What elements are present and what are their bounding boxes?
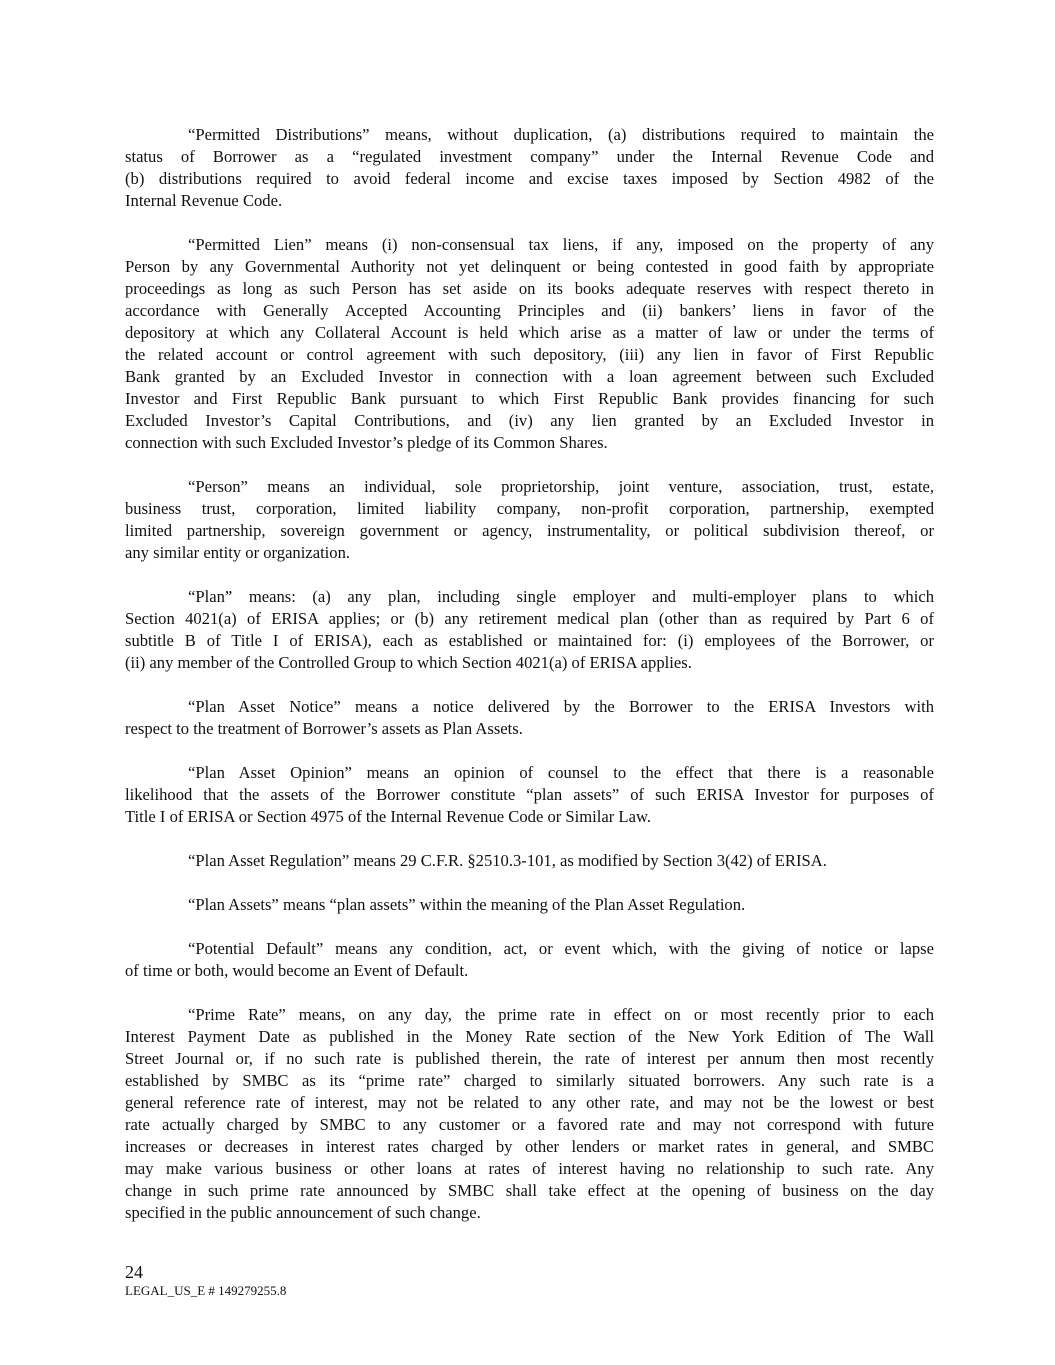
text-line: subtitle B of Title I of ERISA), each as established or maintained for: (i) employees of the Borrower, or [125, 631, 934, 650]
text-line: Street Journal or, if no such rate is published therein, the rate of interest per annum then most recently [125, 1049, 934, 1068]
text-line: Section 4021(a) of ERISA applies; or (b) any retirement medical plan (other than as required by Part 6 of [125, 609, 934, 628]
text-line: Bank granted by an Excluded Investor in connection with a loan agreement between such Excluded [125, 367, 934, 386]
text-line: rate actually charged by SMBC to any customer or a favored rate and may not correspond with future [125, 1115, 934, 1134]
text-line: general reference rate of interest, may not be related to any other rate, and may not be the lowest or best [125, 1093, 934, 1112]
text-line: Excluded Investor’s Capital Contributions, and (iv) any lien granted by an Excluded Investor in [125, 411, 934, 430]
text-line: “Potential Default” means any condition, act, or event which, with the giving of notice or lapse [188, 939, 934, 958]
text-line: Internal Revenue Code. [125, 191, 283, 210]
text-line: connection with such Excluded Investor’s pledge of its Common Shares. [125, 433, 608, 452]
definition-paragraph [125, 938, 934, 982]
text-line: of time or both, would become an Event of Default. [125, 961, 469, 980]
text-line: proceedings as long as such Person has set aside on its books adequate reserves with respect thereto in [125, 279, 934, 298]
text-line: may make various business or other loans at rates of interest having no relationship to such rate. Any [125, 1159, 934, 1178]
document-id: LEGAL_US_E # 149279255.8 [125, 1283, 287, 1298]
definition-paragraph [125, 124, 934, 212]
definition-paragraph [125, 894, 934, 916]
text-line: (b) distributions required to avoid federal income and excise taxes imposed by Section 4982 of the [125, 169, 934, 188]
text-line: change in such prime rate announced by SMBC shall take effect at the opening of business on the day [125, 1181, 934, 1200]
text-line: established by SMBC as its “prime rate” charged to similarly situated borrowers. Any such rate is a [125, 1071, 934, 1090]
text-line: “Plan Asset Regulation” means 29 C.F.R. §2510.3-101, as modified by Section 3(42) of ERISA. [188, 851, 827, 870]
text-line: Investor and First Republic Bank pursuant to which First Republic Bank provides financing for such [125, 389, 934, 408]
text-line: limited partnership, sovereign government or agency, instrumentality, or political subdivision thereof, or [125, 521, 934, 540]
text-line: “Plan” means: (a) any plan, including single employer and multi-employer plans to which [188, 587, 934, 606]
text-line: any similar entity or organization. [125, 543, 351, 562]
text-line: “Person” means an individual, sole proprietorship, joint venture, association, trust, estate, [188, 477, 934, 496]
text-line: Interest Payment Date as published in the Money Rate section of the New York Edition of The Wall [125, 1027, 934, 1046]
definition-paragraph [125, 762, 934, 828]
definition-paragraph [125, 850, 934, 872]
text-line: likelihood that the assets of the Borrower constitute “plan assets” of such ERISA Investor for purposes of [125, 785, 934, 804]
text-line: depository at which any Collateral Account is held which arise as a matter of law or under the terms of [125, 323, 934, 342]
document-body [125, 124, 934, 1246]
text-line: Title I of ERISA or Section 4975 of the Internal Revenue Code or Similar Law. [125, 807, 651, 826]
text-line: increases or decreases in interest rates charged by other lenders or market rates in general, and SMBC [125, 1137, 934, 1156]
text-line: “Prime Rate” means, on any day, the prime rate in effect on or most recently prior to each [188, 1005, 934, 1024]
definition-paragraph [125, 586, 934, 674]
page-number: 24 [125, 1262, 143, 1282]
text-line: business trust, corporation, limited liability company, non-profit corporation, partnership, exempted [125, 499, 934, 518]
definition-paragraph [125, 1004, 934, 1224]
text-line: (ii) any member of the Controlled Group to which Section 4021(a) of ERISA applies. [125, 653, 692, 672]
text-line: status of Borrower as a “regulated investment company” under the Internal Revenue Code and [125, 147, 934, 166]
text-line: accordance with Generally Accepted Accounting Principles and (ii) bankers’ liens in favor of the [125, 301, 934, 320]
text-line: the related account or control agreement with such depository, (iii) any lien in favor of First Republic [125, 345, 934, 364]
page-footer [125, 1262, 286, 1300]
definition-paragraph [125, 234, 934, 454]
text-line: Person by any Governmental Authority not yet delinquent or being contested in good faith by appropriate [125, 257, 934, 276]
text-line: specified in the public announcement of such change. [125, 1203, 481, 1222]
definition-paragraph [125, 476, 934, 564]
text-line: “Plan Assets” means “plan assets” within the meaning of the Plan Asset Regulation. [188, 895, 746, 914]
text-line: respect to the treatment of Borrower’s assets as Plan Assets. [125, 719, 523, 738]
text-line: “Permitted Lien” means (i) non-consensual tax liens, if any, imposed on the property of any [188, 235, 934, 254]
definition-paragraph [125, 696, 934, 740]
text-line: “Plan Asset Notice” means a notice delivered by the Borrower to the ERISA Investors with [188, 697, 934, 716]
text-line: “Plan Asset Opinion” means an opinion of counsel to the effect that there is a reasonable [188, 763, 934, 782]
text-line: “Permitted Distributions” means, without duplication, (a) distributions required to maintain the [188, 125, 934, 144]
